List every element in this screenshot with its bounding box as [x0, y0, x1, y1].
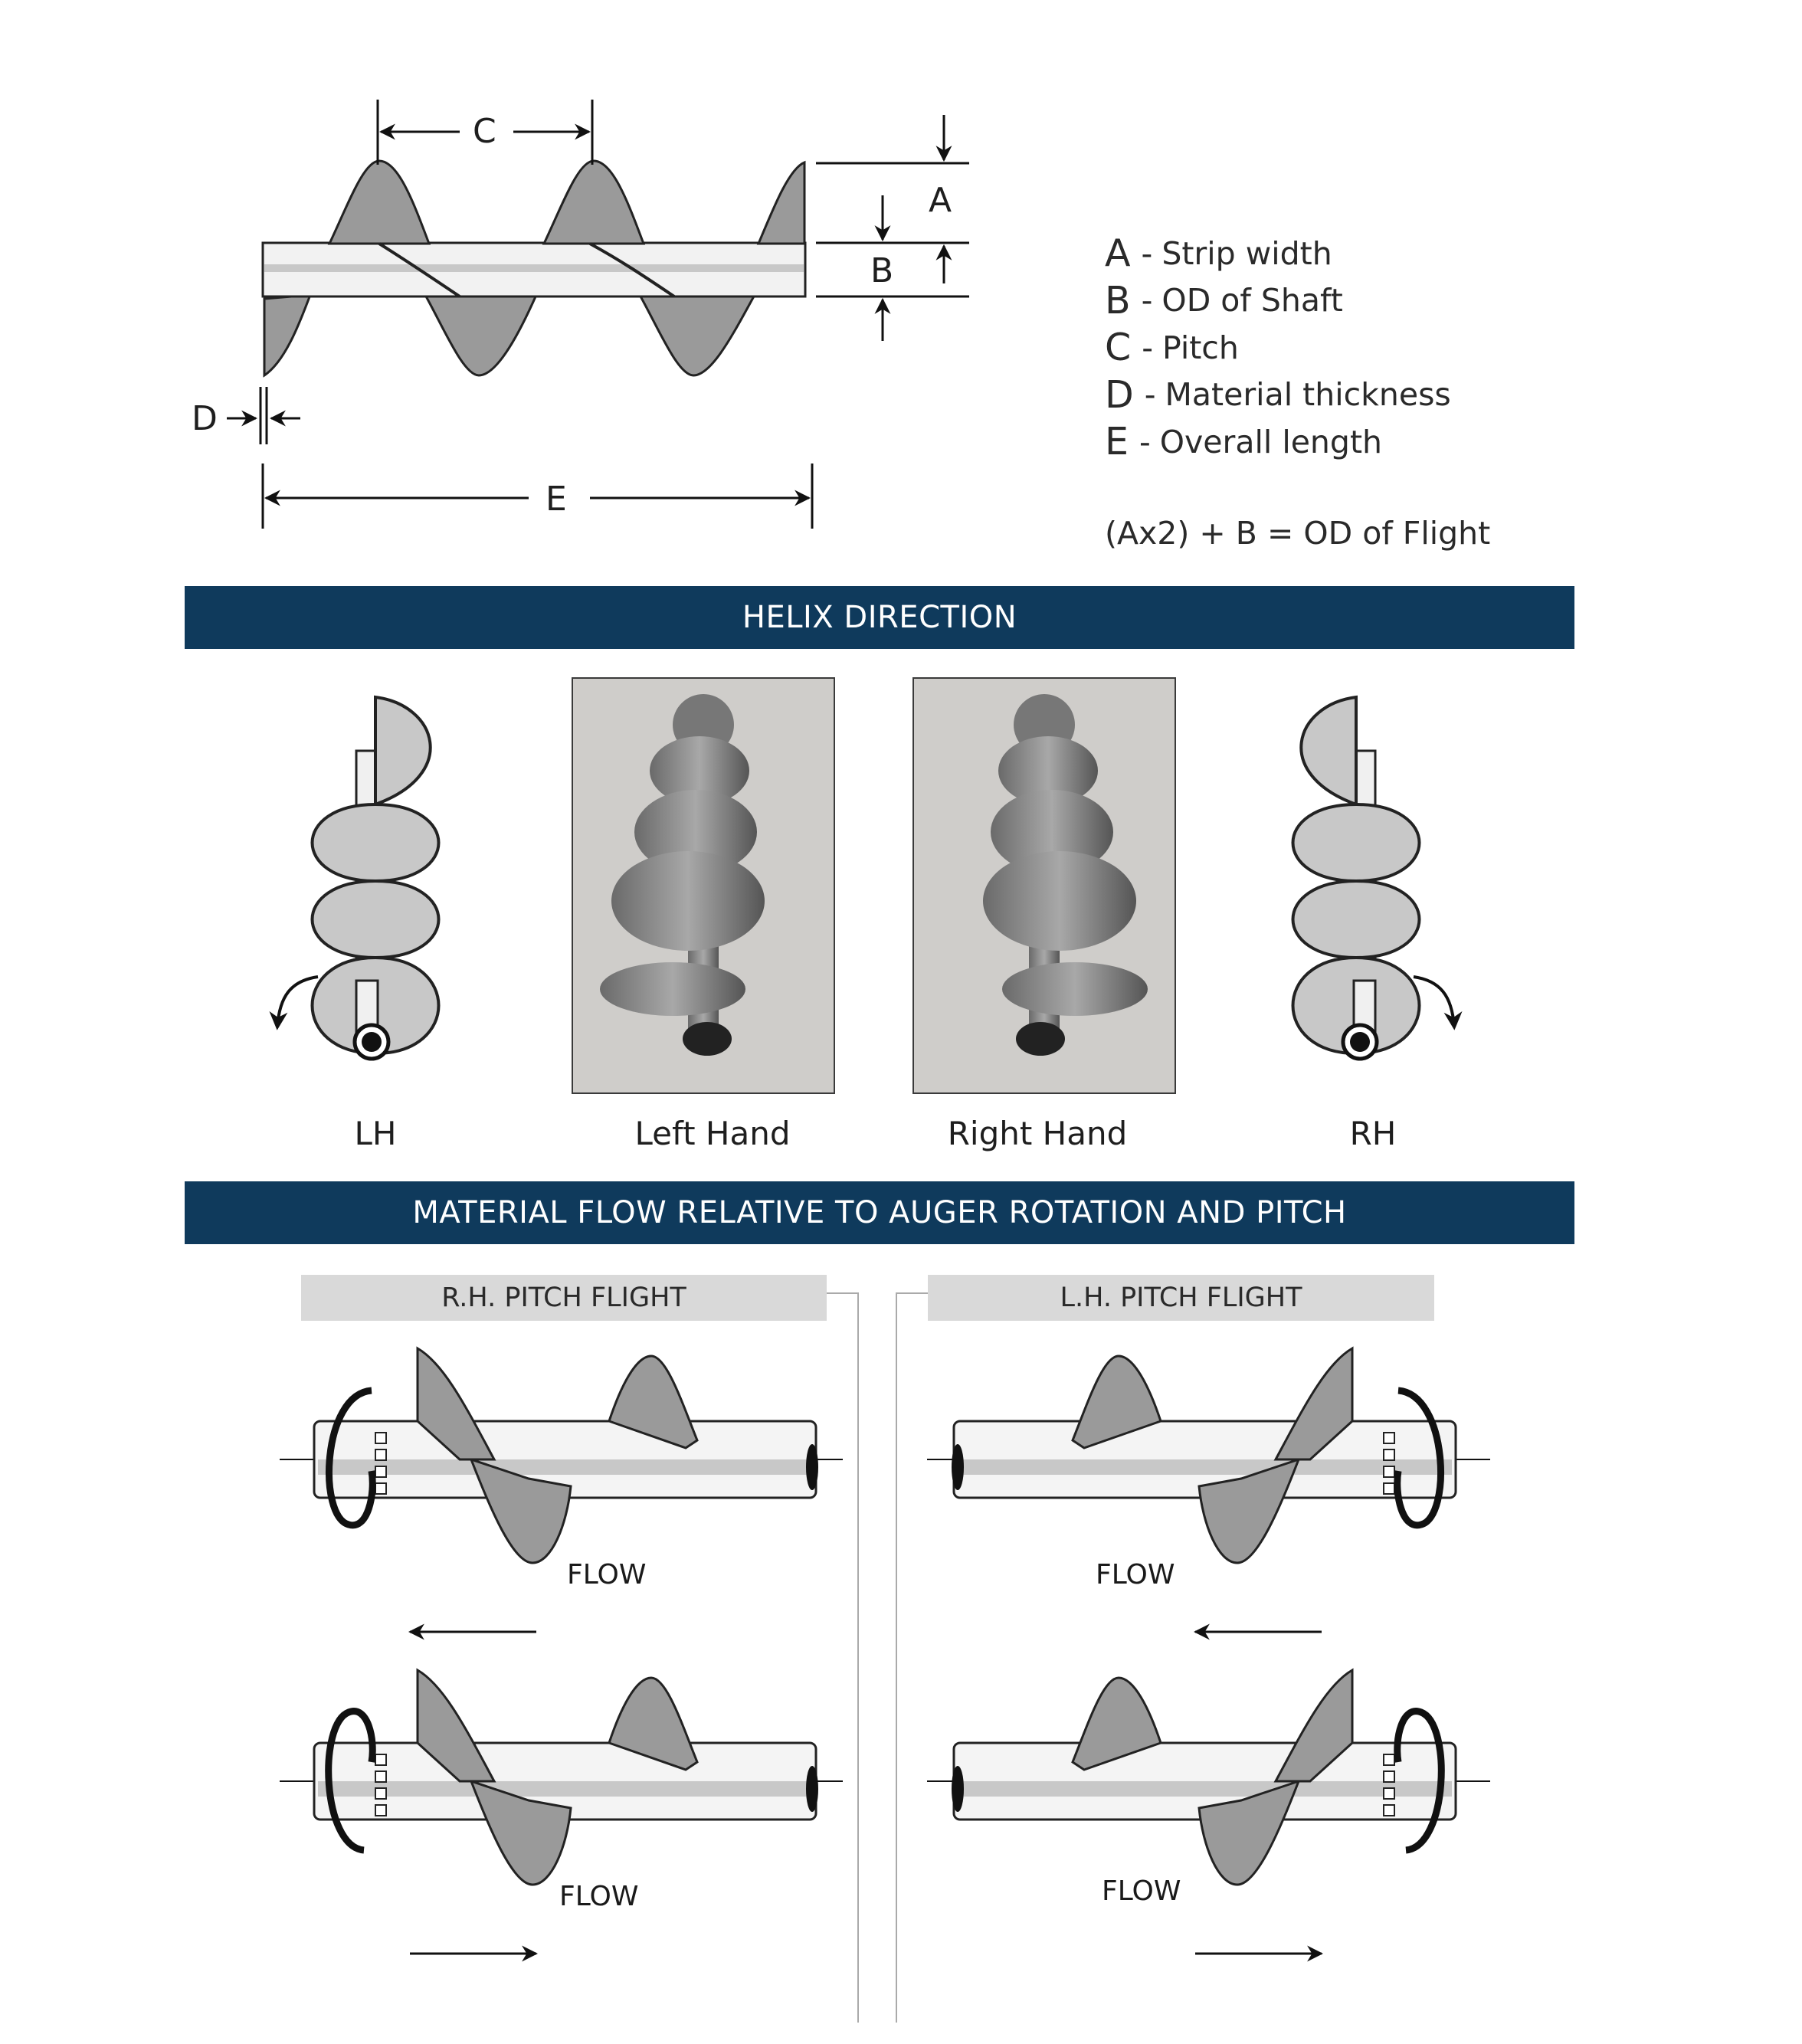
keyway-square	[375, 1805, 386, 1816]
legend-key: A	[1105, 231, 1131, 276]
label-b: B	[870, 251, 894, 290]
shaft-shade	[318, 1781, 808, 1797]
shaft-end	[952, 1766, 964, 1812]
shaft-end	[806, 1444, 818, 1490]
legend-text: OD of Shaft	[1161, 282, 1343, 319]
dimension-legend	[1105, 230, 1564, 466]
keyway-square	[1384, 1771, 1394, 1782]
keyway-square	[1384, 1433, 1394, 1443]
rh-pitch-flight-header: R.H. PITCH FLIGHT	[301, 1275, 827, 1321]
legend-key: B	[1105, 278, 1131, 323]
od-formula: (Ax2) + B = OD of Flight	[1105, 515, 1491, 552]
shaft-shade	[318, 1459, 808, 1475]
flight-upper-1	[329, 161, 429, 244]
keyway-square	[1384, 1483, 1394, 1494]
legend-sep: -	[1141, 234, 1153, 272]
keyway-square	[1384, 1805, 1394, 1816]
label-c: C	[473, 112, 496, 151]
caption-left-hand: Left Hand	[634, 1115, 791, 1152]
legend-sep: -	[1139, 423, 1151, 460]
lh-pitch-flight-header: L.H. PITCH FLIGHT	[928, 1275, 1434, 1321]
flow-label: FLOW	[559, 1881, 639, 1912]
keyway-square	[1384, 1449, 1394, 1460]
label-e: E	[546, 480, 567, 519]
flow-label: FLOW	[1096, 1559, 1175, 1590]
keyway-square	[375, 1754, 386, 1765]
keyway-square	[375, 1483, 386, 1494]
legend-key: E	[1105, 420, 1129, 464]
legend-row	[1105, 418, 1564, 466]
keyway-square	[1384, 1754, 1394, 1765]
keyway-square	[375, 1466, 386, 1477]
legend-row	[1105, 277, 1564, 325]
shaft-shade	[962, 1781, 1452, 1797]
label-d: D	[192, 399, 218, 438]
keyway-square	[1384, 1466, 1394, 1477]
label-a: A	[929, 181, 952, 220]
rh-pitch-bottom-diagram	[276, 1655, 858, 1977]
flight-upper-3	[758, 162, 804, 244]
keyway-square	[375, 1788, 386, 1799]
legend-row	[1105, 372, 1564, 419]
legend-row	[1105, 230, 1564, 277]
rh-coil-illustration	[1272, 690, 1471, 1088]
legend-key: C	[1105, 326, 1132, 370]
flight-lower-1	[264, 295, 310, 375]
keyway-square	[375, 1433, 386, 1443]
shaft-end	[952, 1444, 964, 1490]
lh-pitch-top-diagram	[912, 1333, 1494, 1655]
lh-coil-illustration	[260, 690, 460, 1088]
flow-panel-group	[280, 1670, 843, 1885]
caption-lh: LH	[354, 1115, 397, 1152]
caption-rh: RH	[1349, 1115, 1397, 1152]
right-hand-photo	[912, 677, 1176, 1094]
legend-sep: -	[1144, 376, 1156, 414]
material-flow-banner: MATERIAL FLOW RELATIVE TO AUGER ROTATION AND PITCH	[185, 1181, 1574, 1244]
legend-sep: -	[1141, 282, 1153, 319]
caption-right-hand: Right Hand	[947, 1115, 1128, 1152]
lh-pitch-bottom-diagram	[912, 1655, 1494, 1977]
legend-text: Pitch	[1162, 329, 1239, 366]
legend-sep: -	[1142, 329, 1154, 366]
flow-label: FLOW	[1102, 1875, 1181, 1907]
helix-direction-banner: HELIX DIRECTION	[185, 586, 1574, 649]
legend-text: Overall length	[1159, 423, 1383, 460]
keyway-square	[1384, 1788, 1394, 1799]
flight-lower-2	[425, 295, 536, 375]
rh-pitch-top-diagram	[276, 1333, 858, 1655]
keyway-square	[375, 1771, 386, 1782]
shaft-shade	[962, 1459, 1452, 1475]
flight-upper-2	[544, 161, 644, 244]
legend-key: D	[1105, 372, 1134, 417]
left-hand-photo	[572, 677, 835, 1094]
flow-panel-group	[280, 1348, 843, 1563]
flow-panel-group	[927, 1670, 1490, 1885]
legend-text: Strip width	[1161, 234, 1332, 272]
flow-panel-group	[927, 1348, 1490, 1563]
flow-label: FLOW	[567, 1559, 647, 1590]
legend-row	[1105, 324, 1564, 372]
flight-lower-3	[640, 295, 755, 375]
keyway-square	[375, 1449, 386, 1460]
legend-text: Material thickness	[1165, 376, 1451, 414]
shaft-end	[806, 1766, 818, 1812]
